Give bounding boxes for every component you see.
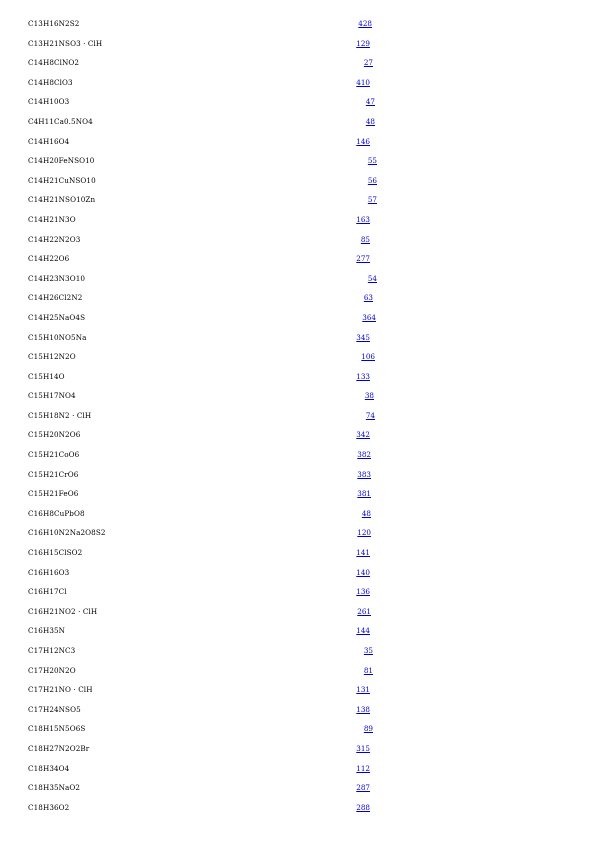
formula-label: C4H11Ca0.5NO4 [28, 116, 93, 126]
formula-label: C14H22O6 [28, 254, 70, 264]
index-entry [0, 92, 595, 112]
page-number-link[interactable]: 63 [363, 293, 373, 303]
formula-label: C15H21CrO6 [28, 469, 79, 479]
page-number-link[interactable]: 288 [356, 802, 370, 812]
index-entry [0, 406, 595, 426]
page-number-link[interactable]: 56 [367, 175, 377, 185]
page-number-link[interactable]: 81 [363, 665, 373, 675]
formula-label: C16H35N [28, 626, 66, 636]
formula-label: C15H21CoO6 [28, 450, 80, 460]
page-number-link[interactable]: 35 [363, 646, 373, 655]
formula-label: C18H36O2 [28, 802, 70, 812]
formula-label: C15H12N2O [28, 352, 76, 362]
page-number-link[interactable]: 27 [363, 58, 373, 68]
formula-label: C16H10N2Na2O8S2 [28, 528, 106, 538]
index-entry [0, 641, 595, 661]
page-number-link[interactable]: 89 [363, 724, 373, 734]
page-number-link[interactable]: 133 [356, 371, 370, 381]
page-number-link[interactable]: 138 [356, 704, 370, 714]
formula-label: C15H18N2 · ClH [28, 410, 92, 420]
formula-label: C16H21NO2 · ClH [28, 606, 98, 616]
formula-label: C17H21NO · ClH [28, 685, 93, 695]
formula-label: C14H26Cl2N2 [28, 293, 83, 303]
page-number-link[interactable]: 47 [365, 97, 375, 107]
page-number-link[interactable]: 85 [360, 234, 370, 244]
index-entry [0, 621, 595, 641]
formula-label: C14H8ClO3 [28, 77, 73, 87]
formula-label: C15H21FeO6 [28, 489, 79, 499]
index-entry [0, 680, 595, 700]
page-number-link[interactable]: 140 [356, 567, 370, 577]
formula-label: C14H10O3 [28, 97, 70, 107]
formula-label: C14H25NaO4S [28, 312, 86, 322]
page-number-link[interactable]: 381 [357, 489, 371, 499]
index-entry [0, 151, 595, 171]
formula-label: C17H24NSO5 [28, 704, 81, 714]
index-entry [0, 739, 595, 759]
index-entry [0, 14, 595, 34]
index-entry [0, 288, 595, 308]
index-entry [0, 445, 595, 465]
index-entry [0, 171, 595, 191]
formula-label: C18H34O4 [28, 763, 70, 773]
page-number-link[interactable]: 382 [357, 450, 371, 460]
formula-label: C14H23N3O10 [28, 273, 86, 283]
formula-label: C15H10NO5Na [28, 332, 87, 342]
formula-label: C14H21N3O [28, 214, 76, 224]
index-entry [0, 661, 595, 681]
page-number-link[interactable]: 277 [356, 254, 370, 264]
index-entry [0, 367, 595, 387]
index-entry [0, 543, 595, 563]
index-entry [0, 269, 595, 289]
formula-label: C15H14O [28, 371, 65, 381]
formula-label: C17H20N2O [28, 665, 76, 675]
page-number-link[interactable]: 38 [364, 391, 374, 401]
page-number-link[interactable]: 261 [357, 606, 371, 616]
index-entry [0, 798, 595, 818]
formula-label: C18H27N2O2Br [28, 743, 90, 753]
index-entry [0, 759, 595, 779]
page-number-link[interactable]: 129 [356, 38, 370, 48]
formula-label: C14H21CuNSO10 [28, 175, 96, 185]
index-entry [0, 425, 595, 445]
formula-label: C16H8CuPbO8 [28, 508, 85, 518]
formula-label: C18H15N5O6S [28, 724, 86, 734]
page-number-link[interactable]: 112 [356, 763, 370, 773]
index-entry [0, 563, 595, 583]
page-number-link[interactable]: 144 [356, 626, 370, 636]
page-number-link[interactable]: 383 [357, 469, 371, 479]
page-number-link[interactable]: 163 [356, 214, 370, 224]
page-number-link[interactable]: 57 [367, 195, 377, 205]
page-number-link[interactable]: 364 [362, 312, 376, 322]
index-entry [0, 504, 595, 524]
index-entry [0, 778, 595, 798]
formula-label: C13H21NSO3 · ClH [28, 38, 103, 48]
index-entry [0, 132, 595, 152]
page-number-link[interactable]: 410 [356, 77, 370, 87]
page-number-link[interactable]: 146 [356, 136, 370, 146]
index-entry [0, 73, 595, 93]
index-entry [0, 34, 595, 54]
formula-label: C15H17NO4 [28, 391, 76, 401]
index-entry [0, 308, 595, 328]
index-entry [0, 484, 595, 504]
page-number-link[interactable]: 136 [356, 587, 370, 597]
page-number-link[interactable]: 106 [361, 352, 375, 362]
page-number-link[interactable]: 74 [365, 410, 375, 420]
formula-label: C14H21NSO10Zn [28, 195, 96, 205]
page-number-link[interactable]: 315 [356, 743, 370, 753]
formula-label: C17H12NC3 [28, 646, 76, 655]
formula-label: C14H8ClNO2 [28, 58, 80, 68]
page-number-link[interactable]: 428 [358, 19, 372, 28]
index-entry [0, 190, 595, 210]
index-entry [0, 386, 595, 406]
formula-label: C18H35NaO2 [28, 783, 81, 793]
index-entry [0, 53, 595, 73]
formula-label: C14H22N2O3 [28, 234, 81, 244]
formula-label: C16H15ClSO2 [28, 548, 83, 558]
page-number-link[interactable]: 345 [356, 332, 370, 342]
index-entry [0, 582, 595, 602]
formula-label: C16H16O3 [28, 567, 70, 577]
page-number-link[interactable]: 131 [356, 685, 370, 695]
page-number-link[interactable]: 48 [361, 508, 371, 518]
formula-label: C14H20FeNSO10 [28, 156, 95, 166]
index-entry [0, 347, 595, 367]
index-entry [0, 210, 595, 230]
index-entry [0, 465, 595, 485]
index-entry [0, 112, 595, 132]
page-number-link[interactable]: 120 [357, 528, 371, 538]
formula-label: C14H16O4 [28, 136, 70, 146]
formula-label: C15H20N2O6 [28, 430, 81, 440]
formula-label: C13H16N2S2 [28, 19, 80, 28]
page-number-link[interactable]: 342 [356, 430, 370, 440]
formula-index-list [0, 14, 595, 817]
page-number-link[interactable]: 55 [367, 156, 377, 166]
index-entry [0, 602, 595, 622]
page-number-link[interactable]: 287 [356, 783, 370, 793]
index-entry [0, 719, 595, 739]
index-entry [0, 523, 595, 543]
page-number-link[interactable]: 54 [367, 273, 377, 283]
index-entry [0, 230, 595, 250]
page-number-link[interactable]: 48 [365, 116, 375, 126]
page-number-link[interactable]: 141 [356, 548, 370, 558]
index-entry [0, 700, 595, 720]
index-entry [0, 328, 595, 348]
formula-label: C16H17Cl [28, 587, 67, 597]
index-entry [0, 249, 595, 269]
